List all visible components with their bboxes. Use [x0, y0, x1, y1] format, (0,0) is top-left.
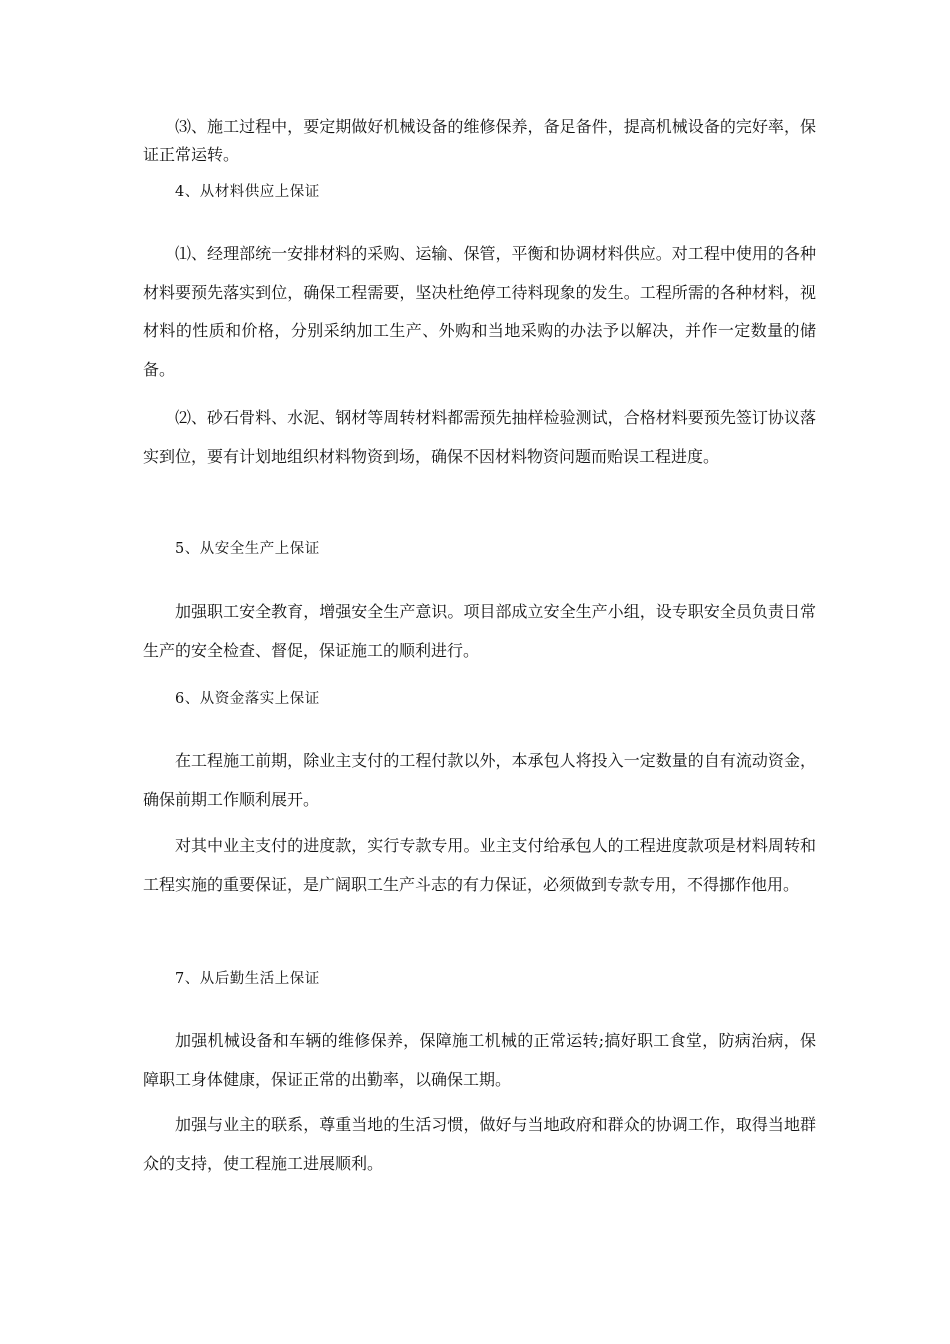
section-heading-4: 4、从材料供应上保证: [175, 184, 320, 200]
paragraph-dedicated-funds: 对其中业主支付的进度款，实行专款专用。业主支付给承包人的工程进度款项是材料周转和工程实施的重要保证，是广阔职工生产斗志的有力保证，必须做到专款专用，不得挪作他用。: [143, 836, 816, 894]
paragraph-material-procurement: ⑴、经理部统一安排材料的采购、运输、保管，平衡和协调材料供应。对工程中使用的各种材料要预先落实到位，确保工程需要，坚决杜绝停工待料现象的发生。工程所需的各种材料，视材料的性质和价格，分别采纳加工生产、外购和当地采购的办法予以解决，并作一定数量的储备。: [143, 244, 816, 379]
section-heading-5: 5、从安全生产上保证: [175, 541, 320, 557]
paragraph-material-testing: ⑵、砂石骨料、水泥、钢材等周转材料都需预先抽样检验测试，合格材料要预先签订协议落实到位，要有计划地组织材料物资到场，确保不因材料物资问题而贻误工程进度。: [143, 408, 816, 466]
paragraph-working-capital: 在工程施工前期，除业主支付的工程付款以外，本承包人将投入一定数量的自有流动资金，确保前期工作顺利展开。: [143, 751, 816, 809]
paragraph-machine-maintenance: ⑶、施工过程中，要定期做好机械设备的维修保养，备足备件，提高机械设备的完好率，保证正常运转。: [143, 117, 816, 164]
section-heading-6: 6、从资金落实上保证: [175, 691, 320, 707]
section-heading-7: 7、从后勤生活上保证: [175, 971, 320, 987]
paragraph-logistics-health: 加强机械设备和车辆的维修保养，保障施工机械的正常运转;搞好职工食堂，防病治病，保障职工身体健康，保证正常的出勤率，以确保工期。: [143, 1031, 816, 1089]
paragraph-local-relations: 加强与业主的联系，尊重当地的生活习惯，做好与当地政府和群众的协调工作，取得当地群众的支持，使工程施工进展顺利。: [143, 1115, 816, 1173]
paragraph-safety-education: 加强职工安全教育，增强安全生产意识。项目部成立安全生产小组，设专职安全员负责日常生产的安全检查、督促，保证施工的顺利进行。: [143, 602, 816, 660]
